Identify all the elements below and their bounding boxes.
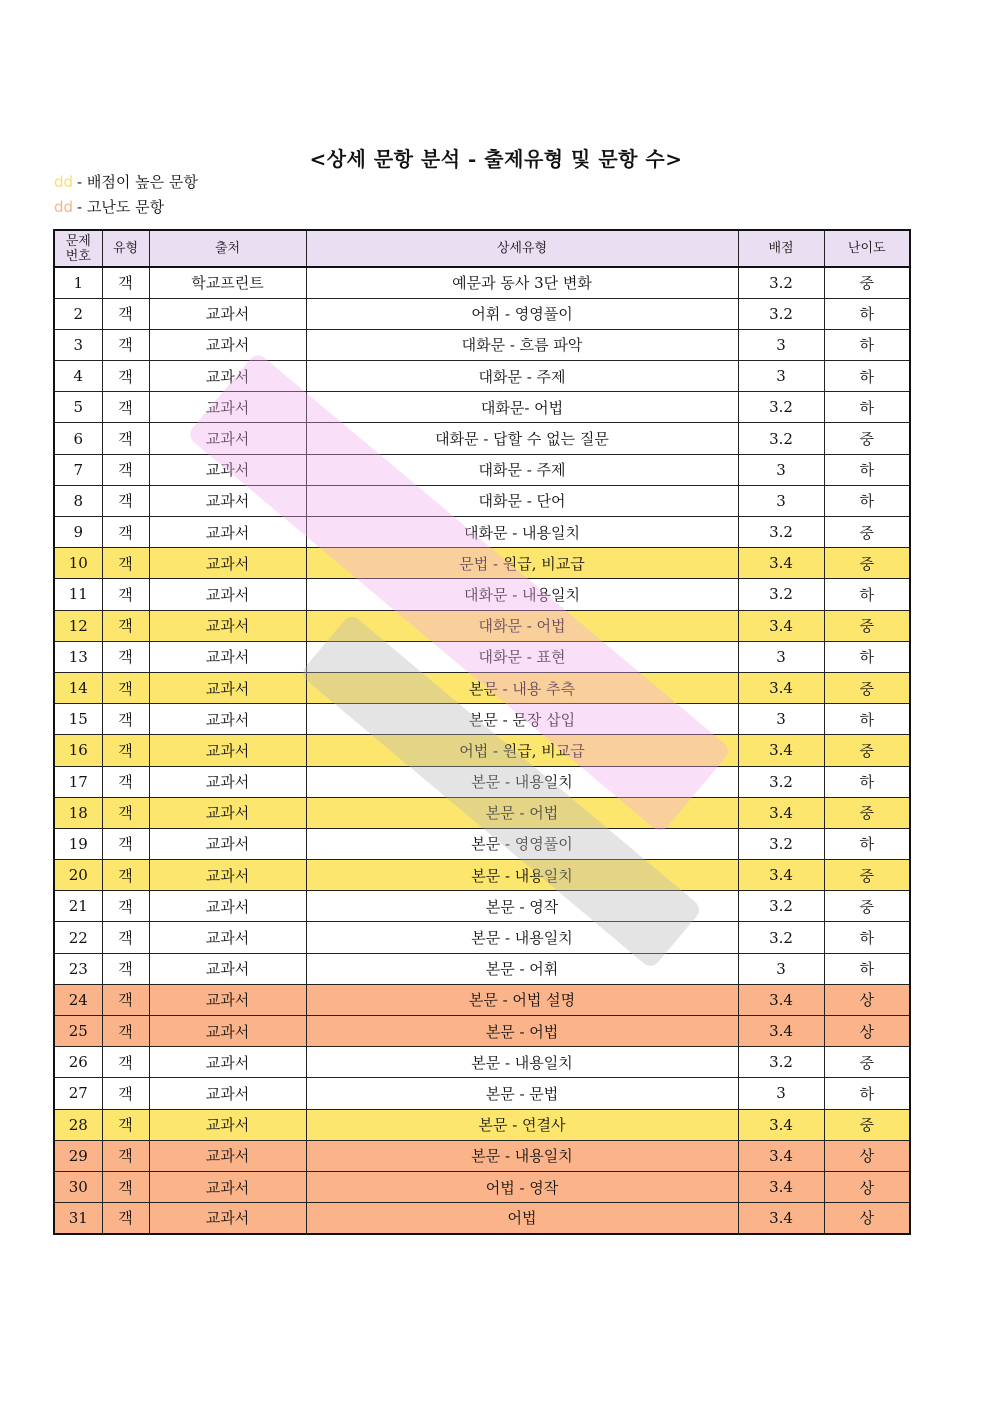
cell-source: 교과서 <box>149 860 306 891</box>
cell-type: 객 <box>102 828 149 859</box>
cell-number: 12 <box>54 610 102 641</box>
cell-source: 교과서 <box>149 984 306 1015</box>
cell-difficulty: 상 <box>824 984 910 1015</box>
cell-score: 3 <box>738 704 824 735</box>
cell-score: 3.2 <box>738 423 824 454</box>
cell-type: 객 <box>102 704 149 735</box>
cell-difficulty: 상 <box>824 1016 910 1047</box>
cell-detail: 본문 - 어법 <box>306 1016 738 1047</box>
cell-source: 교과서 <box>149 298 306 329</box>
cell-number: 11 <box>54 579 102 610</box>
cell-difficulty: 중 <box>824 672 910 703</box>
cell-difficulty: 중 <box>824 267 910 298</box>
cell-difficulty: 중 <box>824 891 910 922</box>
cell-score: 3.2 <box>738 267 824 298</box>
table-row <box>54 485 910 516</box>
cell-type: 객 <box>102 298 149 329</box>
cell-type: 객 <box>102 361 149 392</box>
cell-difficulty: 하 <box>824 1078 910 1109</box>
cell-score: 3 <box>738 953 824 984</box>
cell-source: 교과서 <box>149 672 306 703</box>
cell-difficulty: 하 <box>824 766 910 797</box>
cell-source: 교과서 <box>149 548 306 579</box>
cell-difficulty: 상 <box>824 1171 910 1202</box>
cell-number: 17 <box>54 766 102 797</box>
cell-number: 25 <box>54 1016 102 1047</box>
cell-detail: 대화문 - 내용일치 <box>306 579 738 610</box>
cell-number: 1 <box>54 267 102 298</box>
table-row <box>54 828 910 859</box>
cell-number: 5 <box>54 392 102 423</box>
cell-detail: 본문 - 어법 <box>306 797 738 828</box>
cell-type: 객 <box>102 329 149 360</box>
cell-detail: 본문 - 문법 <box>306 1078 738 1109</box>
table-row <box>54 454 910 485</box>
cell-detail: 대화문 - 주제 <box>306 361 738 392</box>
cell-source: 교과서 <box>149 891 306 922</box>
cell-detail: 어법 - 영작 <box>306 1171 738 1202</box>
cell-type: 객 <box>102 984 149 1015</box>
cell-difficulty: 중 <box>824 735 910 766</box>
cell-type: 객 <box>102 1203 149 1234</box>
cell-score: 3.2 <box>738 766 824 797</box>
table-row <box>54 361 910 392</box>
cell-score: 3.4 <box>738 1016 824 1047</box>
cell-difficulty: 상 <box>824 1203 910 1234</box>
cell-detail: 본문 - 내용일치 <box>306 1047 738 1078</box>
table-row <box>54 548 910 579</box>
cell-type: 객 <box>102 860 149 891</box>
cell-type: 객 <box>102 953 149 984</box>
cell-difficulty: 하 <box>824 361 910 392</box>
table-row <box>54 1078 910 1109</box>
cell-number: 3 <box>54 329 102 360</box>
header-source: 출처 <box>149 230 306 267</box>
cell-detail: 대화문 - 주제 <box>306 454 738 485</box>
cell-detail: 본문 - 문장 삽입 <box>306 704 738 735</box>
cell-detail: 어휘 - 영영풀이 <box>306 298 738 329</box>
cell-type: 객 <box>102 1047 149 1078</box>
cell-number: 31 <box>54 1203 102 1234</box>
cell-detail: 본문 - 내용일치 <box>306 922 738 953</box>
cell-number: 4 <box>54 361 102 392</box>
cell-number: 24 <box>54 984 102 1015</box>
analysis-table <box>53 229 911 1235</box>
cell-score: 3.4 <box>738 610 824 641</box>
cell-type: 객 <box>102 1171 149 1202</box>
cell-type: 객 <box>102 548 149 579</box>
cell-number: 6 <box>54 423 102 454</box>
cell-source: 교과서 <box>149 329 306 360</box>
cell-number: 21 <box>54 891 102 922</box>
cell-detail: 본문 - 영작 <box>306 891 738 922</box>
cell-difficulty: 하 <box>824 641 910 672</box>
cell-score: 3.2 <box>738 298 824 329</box>
cell-detail: 대화문 - 답할 수 없는 질문 <box>306 423 738 454</box>
table-row <box>54 735 910 766</box>
table-row <box>54 610 910 641</box>
legend-high-score <box>54 171 198 192</box>
cell-detail: 본문 - 어휘 <box>306 953 738 984</box>
table-row <box>54 298 910 329</box>
cell-difficulty: 중 <box>824 797 910 828</box>
cell-type: 객 <box>102 579 149 610</box>
cell-score: 3.4 <box>738 797 824 828</box>
cell-score: 3.4 <box>738 1109 824 1140</box>
cell-detail: 문법 - 원급, 비교급 <box>306 548 738 579</box>
cell-difficulty: 하 <box>824 579 910 610</box>
header-score: 배점 <box>738 230 824 267</box>
cell-detail: 대화문 - 내용일치 <box>306 517 738 548</box>
cell-type: 객 <box>102 922 149 953</box>
table-row <box>54 329 910 360</box>
cell-score: 3.4 <box>738 860 824 891</box>
cell-source: 교과서 <box>149 1171 306 1202</box>
cell-source: 교과서 <box>149 423 306 454</box>
cell-number: 16 <box>54 735 102 766</box>
cell-score: 3.2 <box>738 891 824 922</box>
cell-number: 19 <box>54 828 102 859</box>
cell-type: 객 <box>102 891 149 922</box>
table-row <box>54 797 910 828</box>
header-detail-type: 상세유형 <box>306 230 738 267</box>
table-row <box>54 517 910 548</box>
cell-score: 3 <box>738 1078 824 1109</box>
legend-swatch-orange: dd <box>54 198 74 216</box>
cell-source: 교과서 <box>149 797 306 828</box>
cell-score: 3.2 <box>738 1047 824 1078</box>
cell-score: 3.2 <box>738 922 824 953</box>
cell-type: 객 <box>102 641 149 672</box>
cell-difficulty: 하 <box>824 922 910 953</box>
legend-label: - 배점이 높은 문항 <box>77 173 198 191</box>
table-row <box>54 392 910 423</box>
table-header-row <box>54 230 910 267</box>
cell-score: 3 <box>738 361 824 392</box>
cell-detail: 본문 - 어법 설명 <box>306 984 738 1015</box>
cell-detail: 어법 <box>306 1203 738 1234</box>
cell-type: 객 <box>102 1078 149 1109</box>
cell-source: 교과서 <box>149 392 306 423</box>
header-difficulty: 난이도 <box>824 230 910 267</box>
cell-score: 3.2 <box>738 517 824 548</box>
cell-score: 3.4 <box>738 672 824 703</box>
cell-difficulty: 중 <box>824 1047 910 1078</box>
cell-source: 교과서 <box>149 1016 306 1047</box>
table-row <box>54 1109 910 1140</box>
cell-type: 객 <box>102 423 149 454</box>
cell-type: 객 <box>102 797 149 828</box>
table-row <box>54 922 910 953</box>
cell-score: 3.4 <box>738 1203 824 1234</box>
table-row <box>54 1171 910 1202</box>
cell-number: 29 <box>54 1140 102 1171</box>
cell-detail: 본문 - 내용일치 <box>306 766 738 797</box>
cell-source: 교과서 <box>149 953 306 984</box>
cell-source: 교과서 <box>149 579 306 610</box>
cell-difficulty: 하 <box>824 704 910 735</box>
header-number: 문제 번호 <box>54 230 102 267</box>
cell-number: 2 <box>54 298 102 329</box>
cell-number: 22 <box>54 922 102 953</box>
cell-type: 객 <box>102 766 149 797</box>
cell-score: 3 <box>738 329 824 360</box>
cell-type: 객 <box>102 454 149 485</box>
table-row <box>54 766 910 797</box>
cell-source: 교과서 <box>149 922 306 953</box>
cell-source: 학교프린트 <box>149 267 306 298</box>
cell-score: 3 <box>738 454 824 485</box>
cell-difficulty: 하 <box>824 298 910 329</box>
cell-number: 26 <box>54 1047 102 1078</box>
cell-score: 3.4 <box>738 735 824 766</box>
cell-source: 교과서 <box>149 766 306 797</box>
cell-type: 객 <box>102 267 149 298</box>
cell-number: 14 <box>54 672 102 703</box>
cell-score: 3.4 <box>738 548 824 579</box>
cell-detail: 본문 - 내용일치 <box>306 1140 738 1171</box>
cell-number: 20 <box>54 860 102 891</box>
cell-source: 교과서 <box>149 735 306 766</box>
table-row <box>54 891 910 922</box>
cell-number: 23 <box>54 953 102 984</box>
cell-type: 객 <box>102 735 149 766</box>
cell-score: 3.4 <box>738 984 824 1015</box>
cell-score: 3 <box>738 485 824 516</box>
cell-detail: 본문 - 연결사 <box>306 1109 738 1140</box>
cell-difficulty: 중 <box>824 517 910 548</box>
table-row <box>54 641 910 672</box>
cell-detail: 대화문 - 표현 <box>306 641 738 672</box>
cell-difficulty: 하 <box>824 329 910 360</box>
cell-score: 3 <box>738 641 824 672</box>
cell-source: 교과서 <box>149 704 306 735</box>
cell-number: 15 <box>54 704 102 735</box>
cell-number: 9 <box>54 517 102 548</box>
cell-detail: 본문 - 내용 추측 <box>306 672 738 703</box>
table-row <box>54 267 910 298</box>
table-row <box>54 984 910 1015</box>
cell-source: 교과서 <box>149 1109 306 1140</box>
cell-number: 8 <box>54 485 102 516</box>
cell-number: 13 <box>54 641 102 672</box>
header-type: 유형 <box>102 230 149 267</box>
cell-difficulty: 중 <box>824 1109 910 1140</box>
cell-detail: 어법 - 원급, 비교급 <box>306 735 738 766</box>
table-row <box>54 1203 910 1234</box>
cell-source: 교과서 <box>149 828 306 859</box>
table-row <box>54 1047 910 1078</box>
cell-difficulty: 하 <box>824 392 910 423</box>
table-row <box>54 704 910 735</box>
cell-difficulty: 상 <box>824 1140 910 1171</box>
legend-difficult <box>54 196 164 217</box>
table-row <box>54 579 910 610</box>
cell-type: 객 <box>102 610 149 641</box>
cell-score: 3.2 <box>738 828 824 859</box>
cell-number: 7 <box>54 454 102 485</box>
cell-type: 객 <box>102 392 149 423</box>
cell-source: 교과서 <box>149 361 306 392</box>
cell-number: 27 <box>54 1078 102 1109</box>
table-row <box>54 953 910 984</box>
table-row <box>54 1140 910 1171</box>
cell-number: 30 <box>54 1171 102 1202</box>
cell-difficulty: 하 <box>824 953 910 984</box>
table-row <box>54 1016 910 1047</box>
cell-number: 10 <box>54 548 102 579</box>
cell-type: 객 <box>102 1140 149 1171</box>
cell-source: 교과서 <box>149 485 306 516</box>
legend-swatch-yellow: dd <box>54 173 74 191</box>
cell-source: 교과서 <box>149 1047 306 1078</box>
cell-score: 3.4 <box>738 1171 824 1202</box>
cell-difficulty: 중 <box>824 860 910 891</box>
cell-source: 교과서 <box>149 1078 306 1109</box>
page-title: <상세 문항 분석 - 출제유형 및 문항 수> <box>309 147 683 171</box>
cell-difficulty: 중 <box>824 548 910 579</box>
cell-detail: 본문 - 영영풀이 <box>306 828 738 859</box>
cell-type: 객 <box>102 1109 149 1140</box>
cell-number: 18 <box>54 797 102 828</box>
cell-difficulty: 중 <box>824 423 910 454</box>
cell-difficulty: 하 <box>824 485 910 516</box>
cell-source: 교과서 <box>149 1140 306 1171</box>
cell-source: 교과서 <box>149 1203 306 1234</box>
table-row <box>54 860 910 891</box>
cell-detail: 대화문 - 흐름 파악 <box>306 329 738 360</box>
cell-detail: 대화문 - 어법 <box>306 610 738 641</box>
cell-detail: 본문 - 내용일치 <box>306 860 738 891</box>
cell-type: 객 <box>102 672 149 703</box>
table-row <box>54 423 910 454</box>
cell-source: 교과서 <box>149 641 306 672</box>
cell-detail: 대화문 - 단어 <box>306 485 738 516</box>
cell-source: 교과서 <box>149 610 306 641</box>
table-row <box>54 672 910 703</box>
cell-detail: 대화문- 어법 <box>306 392 738 423</box>
legend-label: - 고난도 문항 <box>77 198 165 216</box>
cell-difficulty: 하 <box>824 828 910 859</box>
cell-source: 교과서 <box>149 454 306 485</box>
cell-number: 28 <box>54 1109 102 1140</box>
cell-score: 3.2 <box>738 392 824 423</box>
cell-source: 교과서 <box>149 517 306 548</box>
cell-detail: 예문과 동사 3단 변화 <box>306 267 738 298</box>
cell-score: 3.4 <box>738 1140 824 1171</box>
cell-difficulty: 중 <box>824 610 910 641</box>
cell-type: 객 <box>102 517 149 548</box>
cell-difficulty: 하 <box>824 454 910 485</box>
cell-type: 객 <box>102 1016 149 1047</box>
cell-score: 3.2 <box>738 579 824 610</box>
cell-type: 객 <box>102 485 149 516</box>
